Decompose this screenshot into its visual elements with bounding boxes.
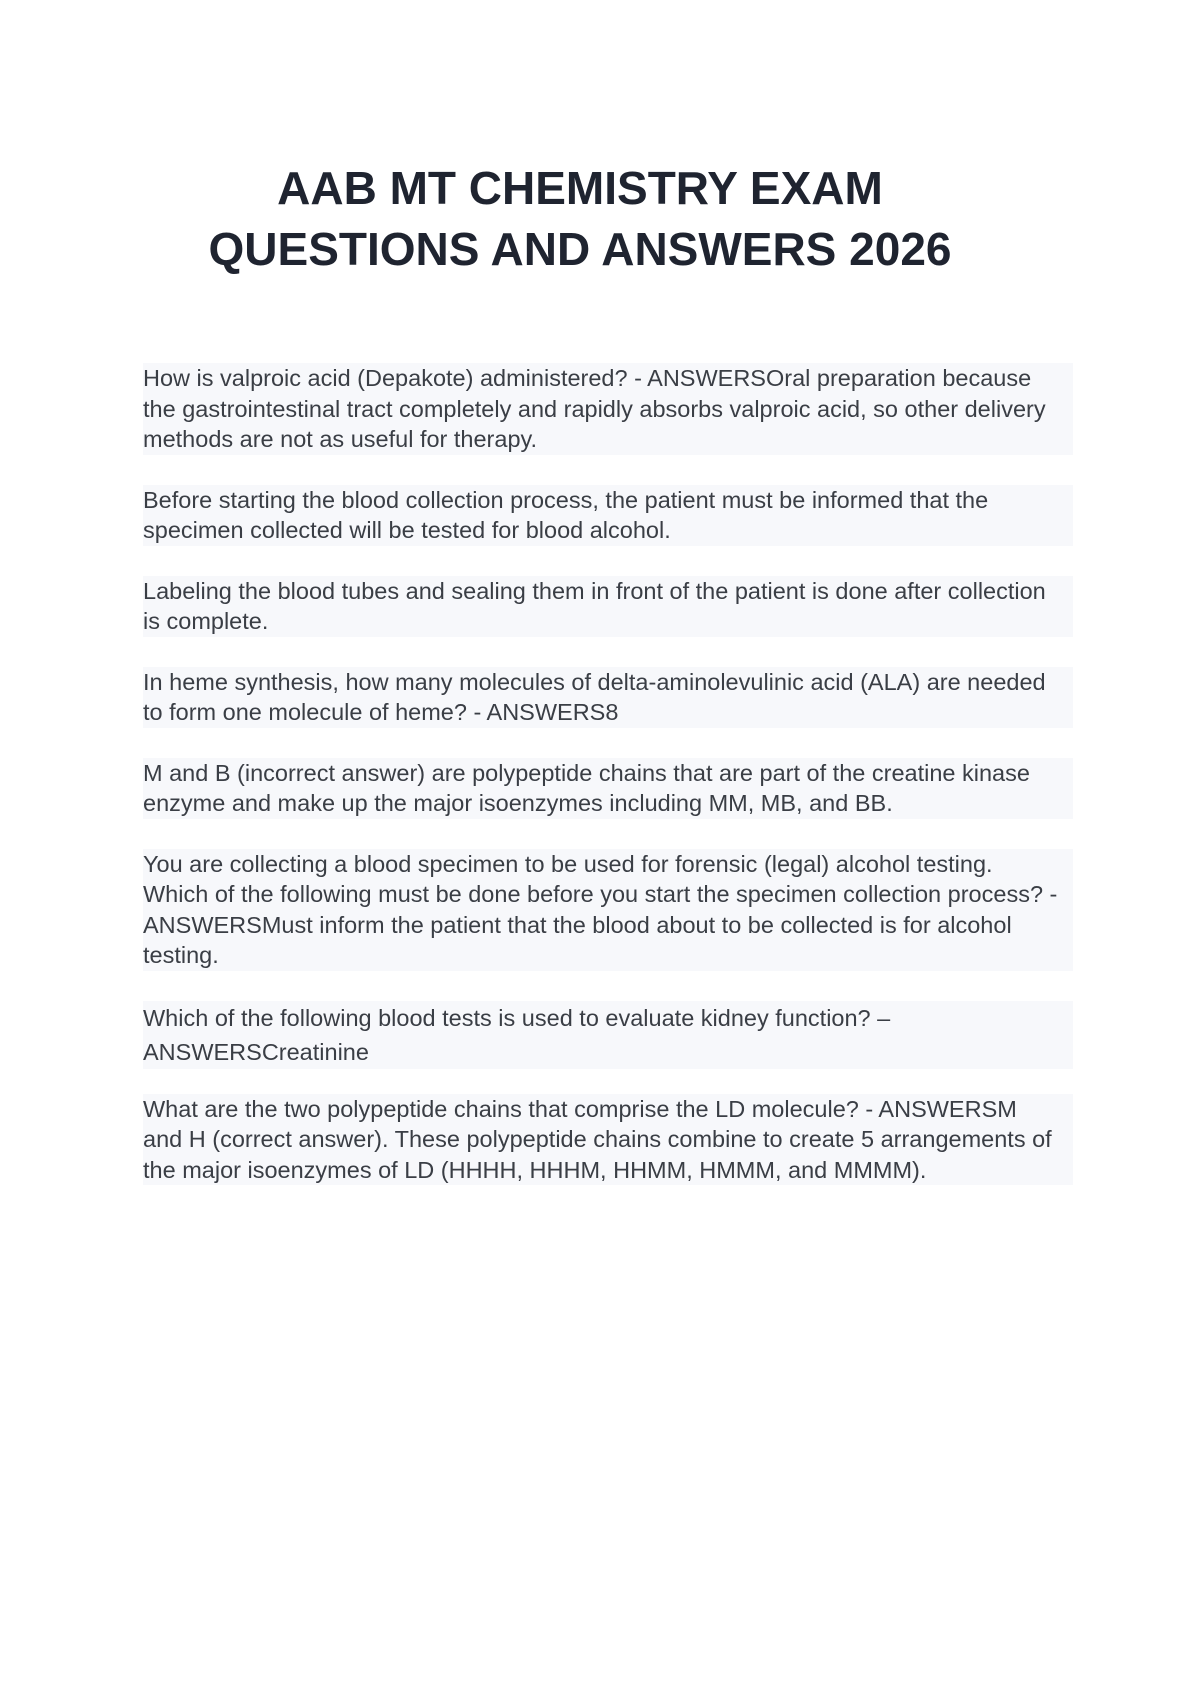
paragraph-forensic-alcohol: You are collecting a blood specimen to be used for forensic (legal) alcohol testing. Which of the following must be done before you start the specimen collection process? - ANSWERSMust inform the patient that the blood about to be collected is for alcohol testing. — [143, 849, 1073, 971]
paragraph-blood-collection-informed: Before starting the blood collection process, the patient must be informed that the specimen collected will be tested for blood alcohol. — [143, 485, 1073, 546]
paragraph-valproic-acid: How is valproic acid (Depakote) administered? - ANSWERSOral preparation because the gastrointestinal tract completely and rapidly absorbs valproic acid, so other delivery methods are not as useful for therapy. — [143, 363, 1073, 455]
document-body — [143, 363, 1073, 1215]
paragraph-ld-molecule: What are the two polypeptide chains that comprise the LD molecule? - ANSWERSM and H (correct answer). These polypeptide chains combine to create 5 arrangements of the major isoenzymes of LD (HHHH, HHHM, HHMM, HMMM, and MMMM). — [143, 1094, 1073, 1186]
paragraph-labeling-tubes: Labeling the blood tubes and sealing them in front of the patient is done after collection is complete. — [143, 576, 1073, 637]
paragraph-creatine-kinase: M and B (incorrect answer) are polypeptide chains that are part of the creatine kinase enzyme and make up the major isoenzymes including MM, MB, and BB. — [143, 758, 1073, 819]
paragraph-heme-synthesis: In heme synthesis, how many molecules of delta-aminolevulinic acid (ALA) are needed to form one molecule of heme? - ANSWERS8 — [143, 667, 1073, 728]
title-line-1: AAB MT CHEMISTRY EXAM — [277, 162, 883, 214]
paragraph-kidney-function: Which of the following blood tests is used to evaluate kidney function? – ANSWERSCreatinine — [143, 1001, 1073, 1069]
document-title — [140, 158, 1020, 280]
title-line-2: QUESTIONS AND ANSWERS 2026 — [208, 223, 952, 275]
